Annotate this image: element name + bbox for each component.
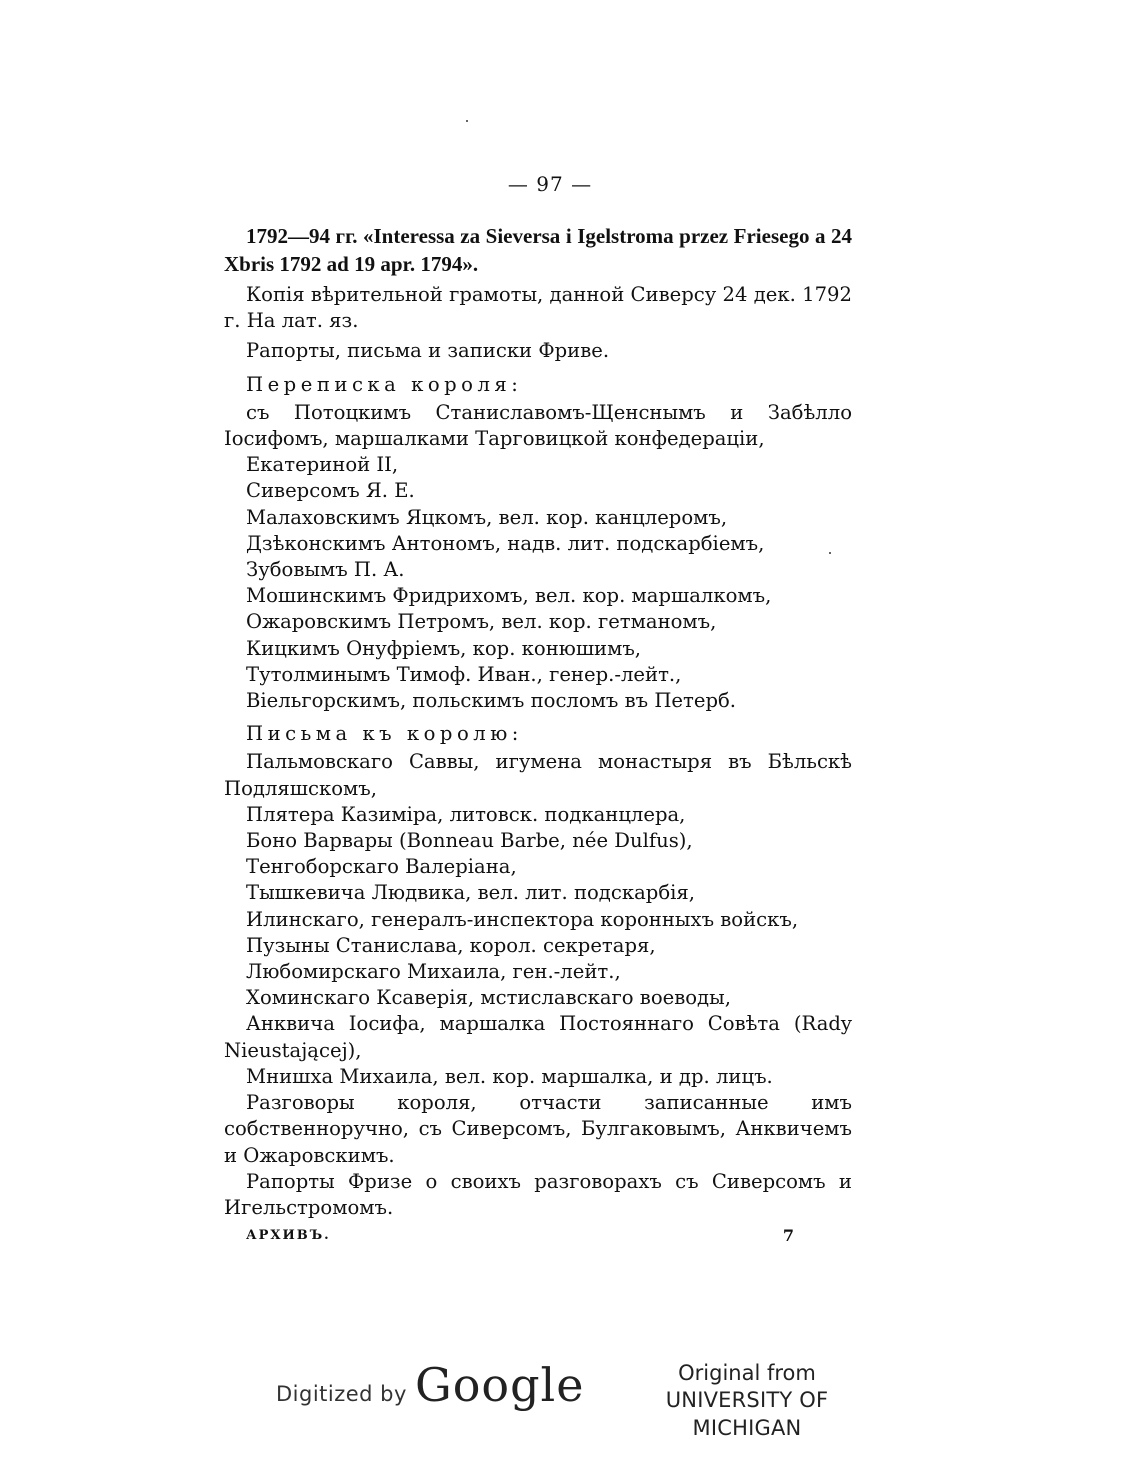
correspondence-item: Ожаровскимъ Петромъ, вел. кор. гетманомъ,	[246, 610, 717, 634]
letter-item: Тенгоборскаго Валеріана,	[246, 855, 517, 879]
intro-paragraph: Рапорты, письма и записки Фриве.	[246, 339, 610, 363]
correspondence-item: Дзѣконскимъ Антономъ, надв. лит. подскарбіемъ,	[246, 531, 765, 555]
page-footer	[224, 1223, 852, 1249]
letter-item: Хоминскаго Ксаверія, мстиславскаго воеводы,	[246, 986, 731, 1010]
correspondence-item: съ Потоцкимъ Станиславомъ-Щенснымъ и Забѣлло Іосифомъ, маршалками Тарговицкой конфедераціи,	[224, 400, 852, 451]
letter-item: Любомирскаго Михаила, ген.-лейт.,	[246, 960, 621, 984]
letter-item: Плятера Казиміра, литовск. подканцлера,	[246, 802, 686, 826]
section-title-letters: Письма къ королю:	[246, 722, 523, 746]
correspondence-item: Зубовымъ П. А.	[246, 558, 405, 582]
sheet-number: 7	[782, 1226, 794, 1246]
document-heading: 1792—94 гг. «Interessa za Sieversa i Igelstroma przez Friesego a 24 Xbris 1792 ad 19 apr. 1794».	[224, 224, 852, 276]
digitized-by-label: Digitized by	[276, 1382, 407, 1406]
google-logo: Google	[414, 1358, 585, 1412]
correspondence-item: Тутолминымъ Тимоф. Иван., генер.-лейт.,	[246, 662, 682, 686]
letter-item: Пальмовскаго Саввы, игумена монастыря въ Бѣльскѣ Подляшскомъ,	[224, 750, 852, 800]
correspondence-item: Сиверсомъ Я. Е.	[246, 479, 415, 503]
correspondence-item: Мошинскимъ Фридрихомъ, вел. кор. маршалкомъ,	[246, 584, 772, 608]
letter-item: Пузыны Станислава, корол. секретаря,	[246, 933, 656, 957]
letter-item: Тышкевича Людвика, вел. лит. подскарбія,	[246, 881, 695, 905]
page-number: — 97 —	[507, 172, 593, 196]
scan-speck	[466, 120, 468, 122]
letter-item: Боно Варвары (Bonneau Barbe, née Dulfus),	[246, 829, 693, 853]
signature-mark: АРХИВЪ.	[246, 1228, 331, 1244]
section-title-correspondence: Переписка короля:	[246, 372, 523, 396]
letter-item: Мнишха Михаила, вел. кор. маршалка, и др. лицъ.	[246, 1064, 773, 1088]
correspondence-item: Екатериной II,	[246, 453, 399, 477]
correspondence-item: Кицкимъ Онуфріемъ, кор. конюшимъ,	[246, 636, 642, 660]
original-from-label: Original from	[678, 1361, 816, 1385]
closing-paragraph: Разговоры короля, отчасти записанные имъ собственноручно, съ Сиверсомъ, Булгаковымъ, Анквичемъ и Ожаровскимъ.	[224, 1091, 852, 1167]
institution-name: UNIVERSITY OF MICHIGAN	[665, 1388, 829, 1440]
intro-paragraph: Копія вѣрительной грамоты, данной Сиверсу 24 дек. 1792 г. На лат. яз.	[224, 283, 852, 333]
original-source-watermark	[620, 1360, 874, 1442]
letter-item: Илинскаго, генералъ-инспектора коронныхъ войскъ,	[246, 907, 799, 931]
letter-item: Анквича Іосифа, маршалка Постояннаго Совѣта (Rady Nieustającej),	[224, 1012, 852, 1062]
digitized-by-google-watermark	[276, 1358, 584, 1418]
closing-paragraph: Рапорты Фризе о своихъ разговорахъ съ Сиверсомъ и Игельстромомъ.	[224, 1169, 852, 1219]
correspondence-item: Віельгорскимъ, польскимъ посломъ въ Петерб.	[246, 689, 737, 713]
document-body	[224, 222, 852, 1249]
correspondence-item: Малаховскимъ Яцкомъ, вел. кор. канцлеромъ,	[246, 505, 728, 529]
